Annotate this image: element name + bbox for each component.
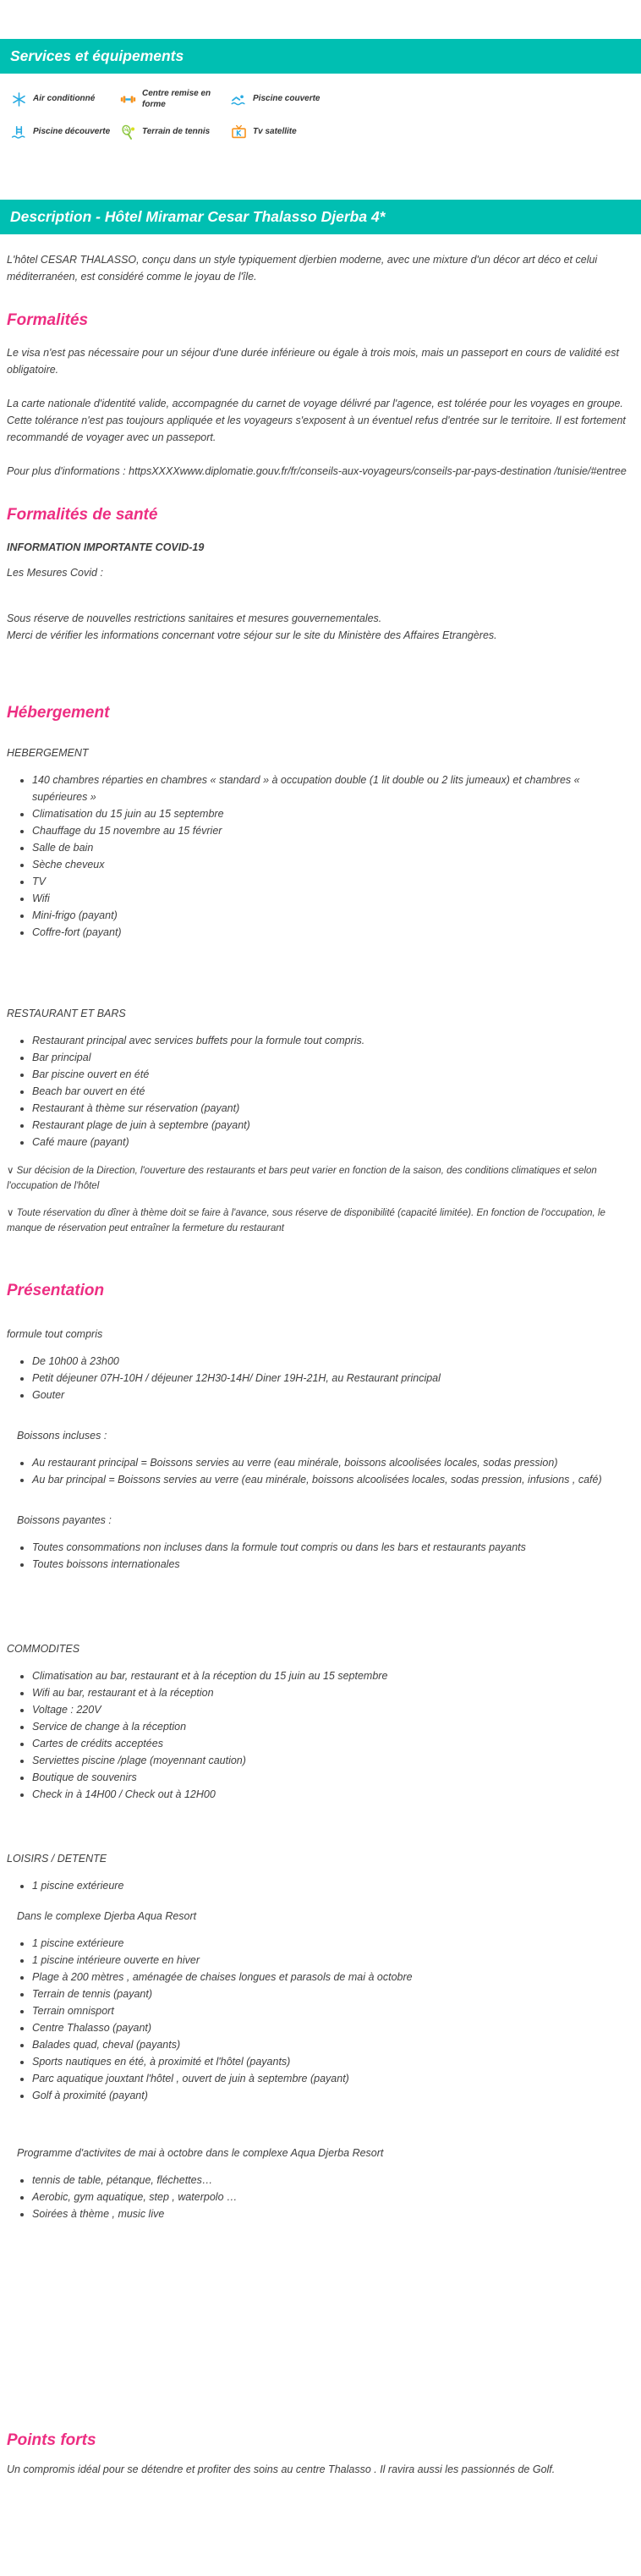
list-item: • Golf à proximité (payant) bbox=[32, 2087, 630, 2104]
snowflake-icon bbox=[11, 91, 27, 107]
service-label: Piscine découverte bbox=[33, 127, 111, 137]
service-item-terrain-de-tennis bbox=[120, 124, 231, 140]
service-label: Centre remise en forme bbox=[142, 89, 211, 109]
service-item-air-conditionne bbox=[11, 89, 120, 110]
list-item: • Centre Thalasso (payant) bbox=[32, 2019, 630, 2036]
list-item: • Sèche cheveux bbox=[32, 856, 630, 873]
covid-note-line: Merci de vérifier les informations concernant votre séjour sur le site du Ministère des Affaires Etrangères. bbox=[7, 629, 497, 641]
list-item: • Bar piscine ouvert en été bbox=[32, 1066, 630, 1083]
boissons-incluses-list bbox=[7, 1454, 630, 1488]
swimmer-icon bbox=[231, 91, 247, 107]
covid-important-title: INFORMATION IMPORTANTE COVID-19 bbox=[7, 541, 205, 553]
programme-list bbox=[7, 2172, 630, 2222]
list-item: • Coffre-fort (payant) bbox=[32, 924, 630, 941]
formule-label: formule tout compris bbox=[7, 1328, 103, 1341]
list-item: • 1 piscine extérieure bbox=[32, 1935, 630, 1952]
list-item: • Wifi bbox=[32, 890, 630, 907]
complexe-label: Dans le complexe Djerba Aqua Resort bbox=[17, 1910, 197, 1923]
list-item: • Chauffage du 15 novembre au 15 février bbox=[32, 822, 630, 839]
list-item: • Service de change à la réception bbox=[32, 1718, 630, 1735]
service-item-piscine-couverte bbox=[231, 89, 383, 110]
list-item: • Climatisation du 15 juin au 15 septembre bbox=[32, 805, 630, 822]
list-item: • Parc aquatique jouxtant l'hôtel , ouvert de juin à septembre (payant) bbox=[32, 2070, 630, 2087]
loisirs-top-list bbox=[7, 1877, 630, 1894]
tennis-racket-icon bbox=[120, 124, 136, 140]
list-item: • Balades quad, cheval (payants) bbox=[32, 2036, 630, 2053]
list-item: • Restaurant plage de juin à septembre (payant) bbox=[32, 1117, 630, 1134]
list-item: • 1 piscine extérieure bbox=[32, 1877, 630, 1894]
service-label: Air conditionné bbox=[33, 94, 96, 104]
tv-icon bbox=[231, 124, 247, 140]
boissons-payantes-label: Boissons payantes : bbox=[17, 1514, 112, 1527]
covid-note-block bbox=[7, 610, 630, 644]
list-item: • Gouter bbox=[32, 1387, 630, 1403]
list-item: • Terrain de tennis (payant) bbox=[32, 1986, 630, 2002]
formule-list bbox=[7, 1353, 630, 1403]
points-forts-text: Un compromis idéal pour se détendre et profiter des soins au centre Thalasso . Il ravira aussi les passionnés de Golf. bbox=[7, 2463, 556, 2475]
description-header-title: Description - Hôtel Miramar Cesar Thalasso Djerba 4* bbox=[10, 208, 386, 225]
list-item: • Voltage : 220V bbox=[32, 1701, 630, 1718]
restaurant-list bbox=[7, 1032, 630, 1151]
list-item: • Sports nautiques en été, à proximité et l'hôtel (payants) bbox=[32, 2053, 630, 2070]
list-item: • Bar principal bbox=[32, 1049, 630, 1066]
list-item: • Petit déjeuner 07H-10H / déjeuner 12H30-14H/ Diner 19H-21H, au Restaurant principal bbox=[32, 1370, 630, 1387]
commodites-subtitle: COMMODITES bbox=[7, 1643, 80, 1656]
programme-label: Programme d'activites de mai à octobre dans le complexe Aqua Djerba Resort bbox=[17, 2147, 384, 2160]
service-item-tv-satellite bbox=[231, 124, 383, 140]
list-item: • Cartes de crédits acceptées bbox=[32, 1735, 630, 1752]
hebergement-list bbox=[7, 772, 630, 941]
list-item: • tennis de table, pétanque, fléchettes… bbox=[32, 2172, 630, 2189]
list-item: • Au bar principal = Boissons servies au verre (eau minérale, boissons alcoolisées locales, sodas pression, infusions , café) bbox=[32, 1471, 630, 1488]
service-label: Tv satellite bbox=[253, 127, 297, 137]
service-item-piscine-decouverte bbox=[11, 124, 120, 140]
section-title-points-forts: Points forts bbox=[7, 2431, 96, 2450]
hotel-description-page bbox=[0, 39, 641, 2503]
covid-measures-line: Les Mesures Covid : bbox=[7, 566, 103, 579]
services-header-title: Services et équipements bbox=[10, 47, 184, 64]
list-item: • Serviettes piscine /plage (moyennant caution) bbox=[32, 1752, 630, 1769]
boissons-payantes-list bbox=[7, 1539, 630, 1573]
list-item: • Check in à 14H00 / Check out à 12H00 bbox=[32, 1786, 630, 1803]
visa-paragraph: Le visa n'est pas nécessaire pour un séjour d'une durée inférieure ou égale à trois mois, mais un passeport en cours de validité est obligatoire. bbox=[7, 346, 619, 376]
list-item: • Toutes consommations non incluses dans la formule tout compris ou dans les bars et restaurants payants bbox=[32, 1539, 630, 1556]
hebergement-subtitle: HEBERGEMENT bbox=[7, 747, 89, 760]
restaurant-note-1: ∨ Sur décision de la Direction, l'ouverture des restaurants et bars peut varier en fonction de la saison, des conditions climatiques et selon l'occupation de l'hôtel bbox=[7, 1166, 597, 1192]
list-item: • Restaurant principal avec services buffets pour la formule tout compris. bbox=[32, 1032, 630, 1049]
restaurant-note-2: ∨ Toute réservation du dîner à thème doit se faire à l'avance, sous réserve de disponibilité (capacité limitée). En fonction de l'occupation, le manque de réservation peut entraîner la fermeture du restaurant bbox=[7, 1207, 605, 1233]
services-header-bar bbox=[0, 39, 641, 74]
list-item: • TV bbox=[32, 873, 630, 890]
hotel-intro: L'hôtel CESAR THALASSO, conçu dans un style typiquement djerbien moderne, avec une mixture d'un décor art déco et celui méditerranéen, est considéré comme le joyau de l'île. bbox=[7, 254, 598, 283]
list-item: • Terrain omnisport bbox=[32, 2002, 630, 2019]
dumbbell-icon bbox=[120, 91, 136, 107]
list-item: • Plage à 200 mètres , aménagée de chaises longues et parasols de mai à octobre bbox=[32, 1969, 630, 1986]
list-item: • Aerobic, gym aquatique, step , waterpolo … bbox=[32, 2189, 630, 2205]
section-title-hebergement: Hébergement bbox=[7, 703, 110, 722]
boissons-incluses-label: Boissons incluses : bbox=[17, 1430, 107, 1442]
commodites-list bbox=[7, 1667, 630, 1803]
list-item: • Wifi au bar, restaurant et à la réception bbox=[32, 1684, 630, 1701]
list-item: • Boutique de souvenirs bbox=[32, 1769, 630, 1786]
pool-ladder-icon bbox=[11, 124, 27, 140]
loisirs-subtitle: LOISIRS / DETENTE bbox=[7, 1853, 107, 1865]
list-item: • Au restaurant principal = Boissons servies au verre (eau minérale, boissons alcoolisées locales, sodas pression) bbox=[32, 1454, 630, 1471]
covid-note-line: Sous réserve de nouvelles restrictions sanitaires et mesures gouvernementales. bbox=[7, 612, 382, 624]
section-title-formalites-sante: Formalités de santé bbox=[7, 505, 158, 524]
service-item-centre-remise-en-forme bbox=[120, 89, 231, 110]
services-grid bbox=[7, 89, 630, 140]
list-item: • Climatisation au bar, restaurant et à la réception du 15 juin au 15 septembre bbox=[32, 1667, 630, 1684]
info-link-paragraph: Pour plus d'informations : httpsXXXXwww.diplomatie.gouv.fr/fr/conseils-aux-voyageurs/conseils-par-pays-destination /tunisie/#entree bbox=[7, 464, 627, 477]
id-card-paragraph: La carte nationale d'identité valide, accompagnée du carnet de voyage délivré par l'agence, est tolérée pour les voyages en groupe. Cette tolérance n'est pas toujours appliquée et les voyageurs s'exposent à un éventuel refus d'entrée sur le territoire. Il est fortement recommandé de voyager avec un passeport. bbox=[7, 397, 626, 443]
list-item: • 1 piscine intérieure ouverte en hiver bbox=[32, 1952, 630, 1969]
list-item: • 140 chambres réparties en chambres « standard » à occupation double (1 lit double ou 2 lits jumeaux) et chambres « supérieures » bbox=[32, 772, 630, 805]
list-item: • Beach bar ouvert en été bbox=[32, 1083, 630, 1100]
complexe-list bbox=[7, 1935, 630, 2104]
list-item: • Salle de bain bbox=[32, 839, 630, 856]
list-item: • Restaurant à thème sur réservation (payant) bbox=[32, 1100, 630, 1117]
list-item: • De 10h00 à 23h00 bbox=[32, 1353, 630, 1370]
section-title-formalites: Formalités bbox=[7, 311, 89, 329]
list-item: • Mini-frigo (payant) bbox=[32, 907, 630, 924]
description-header-bar bbox=[0, 200, 641, 234]
list-item: • Toutes boissons internationales bbox=[32, 1556, 630, 1573]
service-label: Piscine couverte bbox=[253, 94, 320, 104]
section-title-presentation: Présentation bbox=[7, 1281, 105, 1299]
list-item: • Soirées à thème , music live bbox=[32, 2205, 630, 2222]
service-label: Terrain de tennis bbox=[142, 127, 211, 137]
list-item: • Café maure (payant) bbox=[32, 1134, 630, 1151]
restaurant-subtitle: RESTAURANT ET BARS bbox=[7, 1008, 126, 1020]
